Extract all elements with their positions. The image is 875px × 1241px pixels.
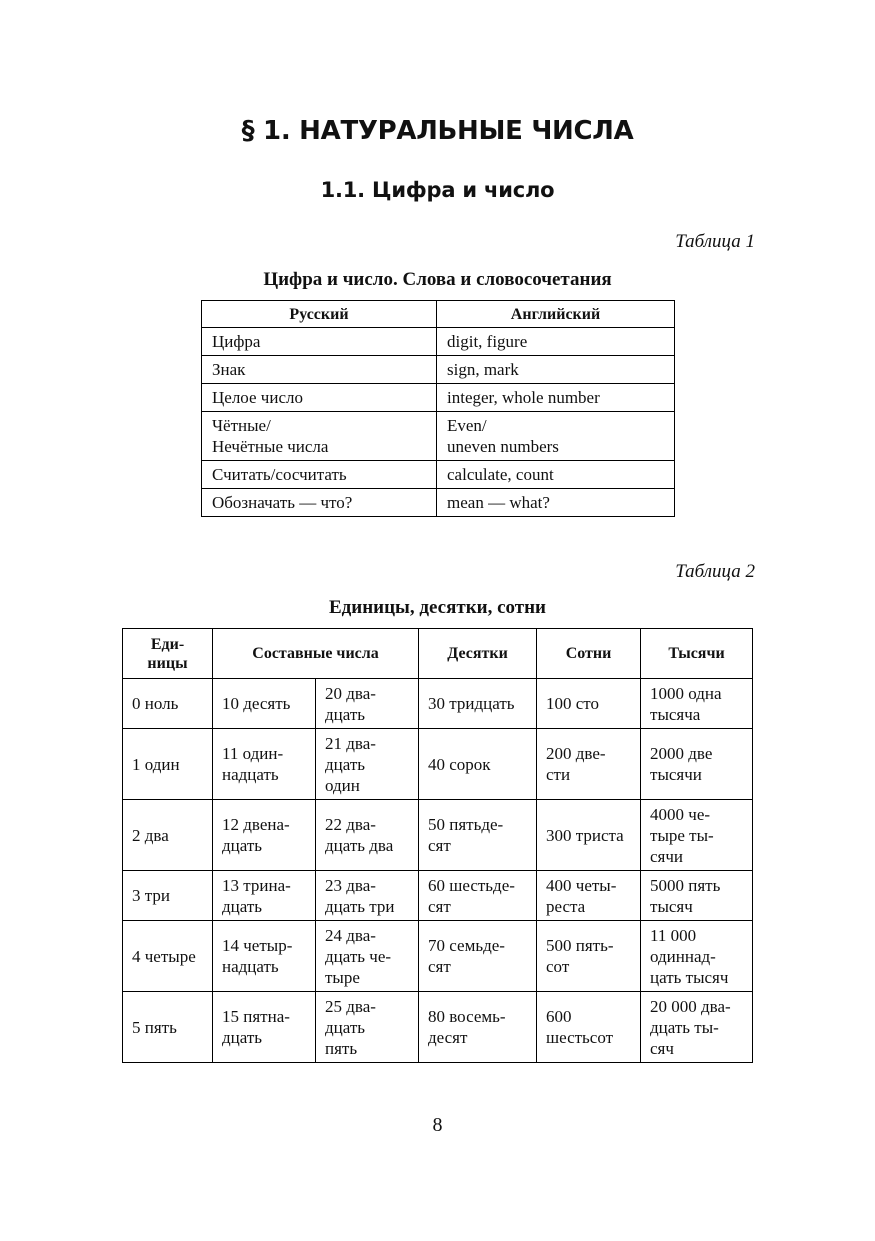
table-cell: 22 два- дцать два xyxy=(316,800,419,871)
table-cell: 13 трина- дцать xyxy=(213,871,316,921)
table-cell: Цифра xyxy=(202,328,437,356)
table-cell: 12 двена- дцать xyxy=(213,800,316,871)
table-cell: 400 четы- реста xyxy=(537,871,641,921)
table2-label: Таблица 2 xyxy=(675,561,755,582)
table-row xyxy=(123,921,753,992)
table-cell: calculate, count xyxy=(437,461,675,489)
subsection-title: 1.1. Цифра и число xyxy=(320,178,555,202)
table-header-row xyxy=(123,629,753,679)
table-cell: 70 семьде- сят xyxy=(419,921,537,992)
table-header-row xyxy=(202,301,675,328)
table-cell: Целое число xyxy=(202,384,437,412)
table-cell: 5000 пять тысяч xyxy=(641,871,753,921)
table-cell: 0 ноль xyxy=(123,679,213,729)
table-row xyxy=(123,729,753,800)
table-cell: 30 тридцать xyxy=(419,679,537,729)
table-row xyxy=(202,412,675,461)
table-cell: 300 триста xyxy=(537,800,641,871)
table-cell: 11 один- надцать xyxy=(213,729,316,800)
table-row xyxy=(202,356,675,384)
table-row xyxy=(202,328,675,356)
table2-caption: Единицы, десятки, сотни xyxy=(328,597,547,618)
table-cell: 10 десять xyxy=(213,679,316,729)
table-cell: 200 две- сти xyxy=(537,729,641,800)
table-row xyxy=(202,461,675,489)
table-cell: 21 два- дцать один xyxy=(316,729,419,800)
column-header-hundreds: Сотни xyxy=(537,629,641,679)
table1-label: Таблица 1 xyxy=(675,231,755,252)
table-cell: integer, whole number xyxy=(437,384,675,412)
table-cell: Считать/сосчитать xyxy=(202,461,437,489)
table-row xyxy=(123,992,753,1063)
table-cell: 11 000 одиннад- цать тысяч xyxy=(641,921,753,992)
table-cell: 100 сто xyxy=(537,679,641,729)
column-header-units: Еди- ницы xyxy=(123,629,213,679)
vocabulary-table xyxy=(201,300,675,517)
table-cell: 40 сорок xyxy=(419,729,537,800)
table-cell: Знак xyxy=(202,356,437,384)
table-cell: 5 пять xyxy=(123,992,213,1063)
table1-caption: Цифра и число. Слова и словосочетания xyxy=(263,269,612,290)
table-cell: Чётные/ Нечётные числа xyxy=(202,412,437,461)
table-cell: Even/ uneven numbers xyxy=(437,412,675,461)
table-cell: 1000 одна тысяча xyxy=(641,679,753,729)
table-cell: 80 восемь- десят xyxy=(419,992,537,1063)
table-cell: 23 два- дцать три xyxy=(316,871,419,921)
column-header-tens: Десятки xyxy=(419,629,537,679)
table-cell: 3 три xyxy=(123,871,213,921)
table-cell: 60 шестьде- сят xyxy=(419,871,537,921)
table-row xyxy=(123,800,753,871)
table-cell: digit, figure xyxy=(437,328,675,356)
table-row xyxy=(202,489,675,517)
numbers-table xyxy=(122,628,753,1063)
column-header-russian: Русский xyxy=(202,301,437,328)
table-cell: 20 000 два- дцать ты- сяч xyxy=(641,992,753,1063)
table-row xyxy=(202,384,675,412)
table-cell: 1 один xyxy=(123,729,213,800)
table-cell: 4 четыре xyxy=(123,921,213,992)
table-cell: 25 два- дцать пять xyxy=(316,992,419,1063)
table-cell: 2 два xyxy=(123,800,213,871)
table-cell: 14 четыр- надцать xyxy=(213,921,316,992)
table-row xyxy=(123,871,753,921)
column-header-compound-numbers: Составные числа xyxy=(213,629,419,679)
column-header-thousands: Тысячи xyxy=(641,629,753,679)
page-number: 8 xyxy=(432,1114,443,1136)
column-header-english: Английский xyxy=(437,301,675,328)
table-cell: 50 пятьде- сят xyxy=(419,800,537,871)
section-title: § 1. НАТУРАЛЬНЫЕ ЧИСЛА xyxy=(241,116,634,146)
table-row xyxy=(123,679,753,729)
table-cell: 15 пятна- дцать xyxy=(213,992,316,1063)
table-cell: sign, mark xyxy=(437,356,675,384)
table-cell: mean — what? xyxy=(437,489,675,517)
table-cell: 600 шестьсот xyxy=(537,992,641,1063)
table-cell: 4000 че- тыре ты- сячи xyxy=(641,800,753,871)
table-cell: 24 два- дцать че- тыре xyxy=(316,921,419,992)
table-cell: 500 пять- сот xyxy=(537,921,641,992)
table-cell: Обозначать — что? xyxy=(202,489,437,517)
table-cell: 20 два- дцать xyxy=(316,679,419,729)
table-cell: 2000 две тысячи xyxy=(641,729,753,800)
